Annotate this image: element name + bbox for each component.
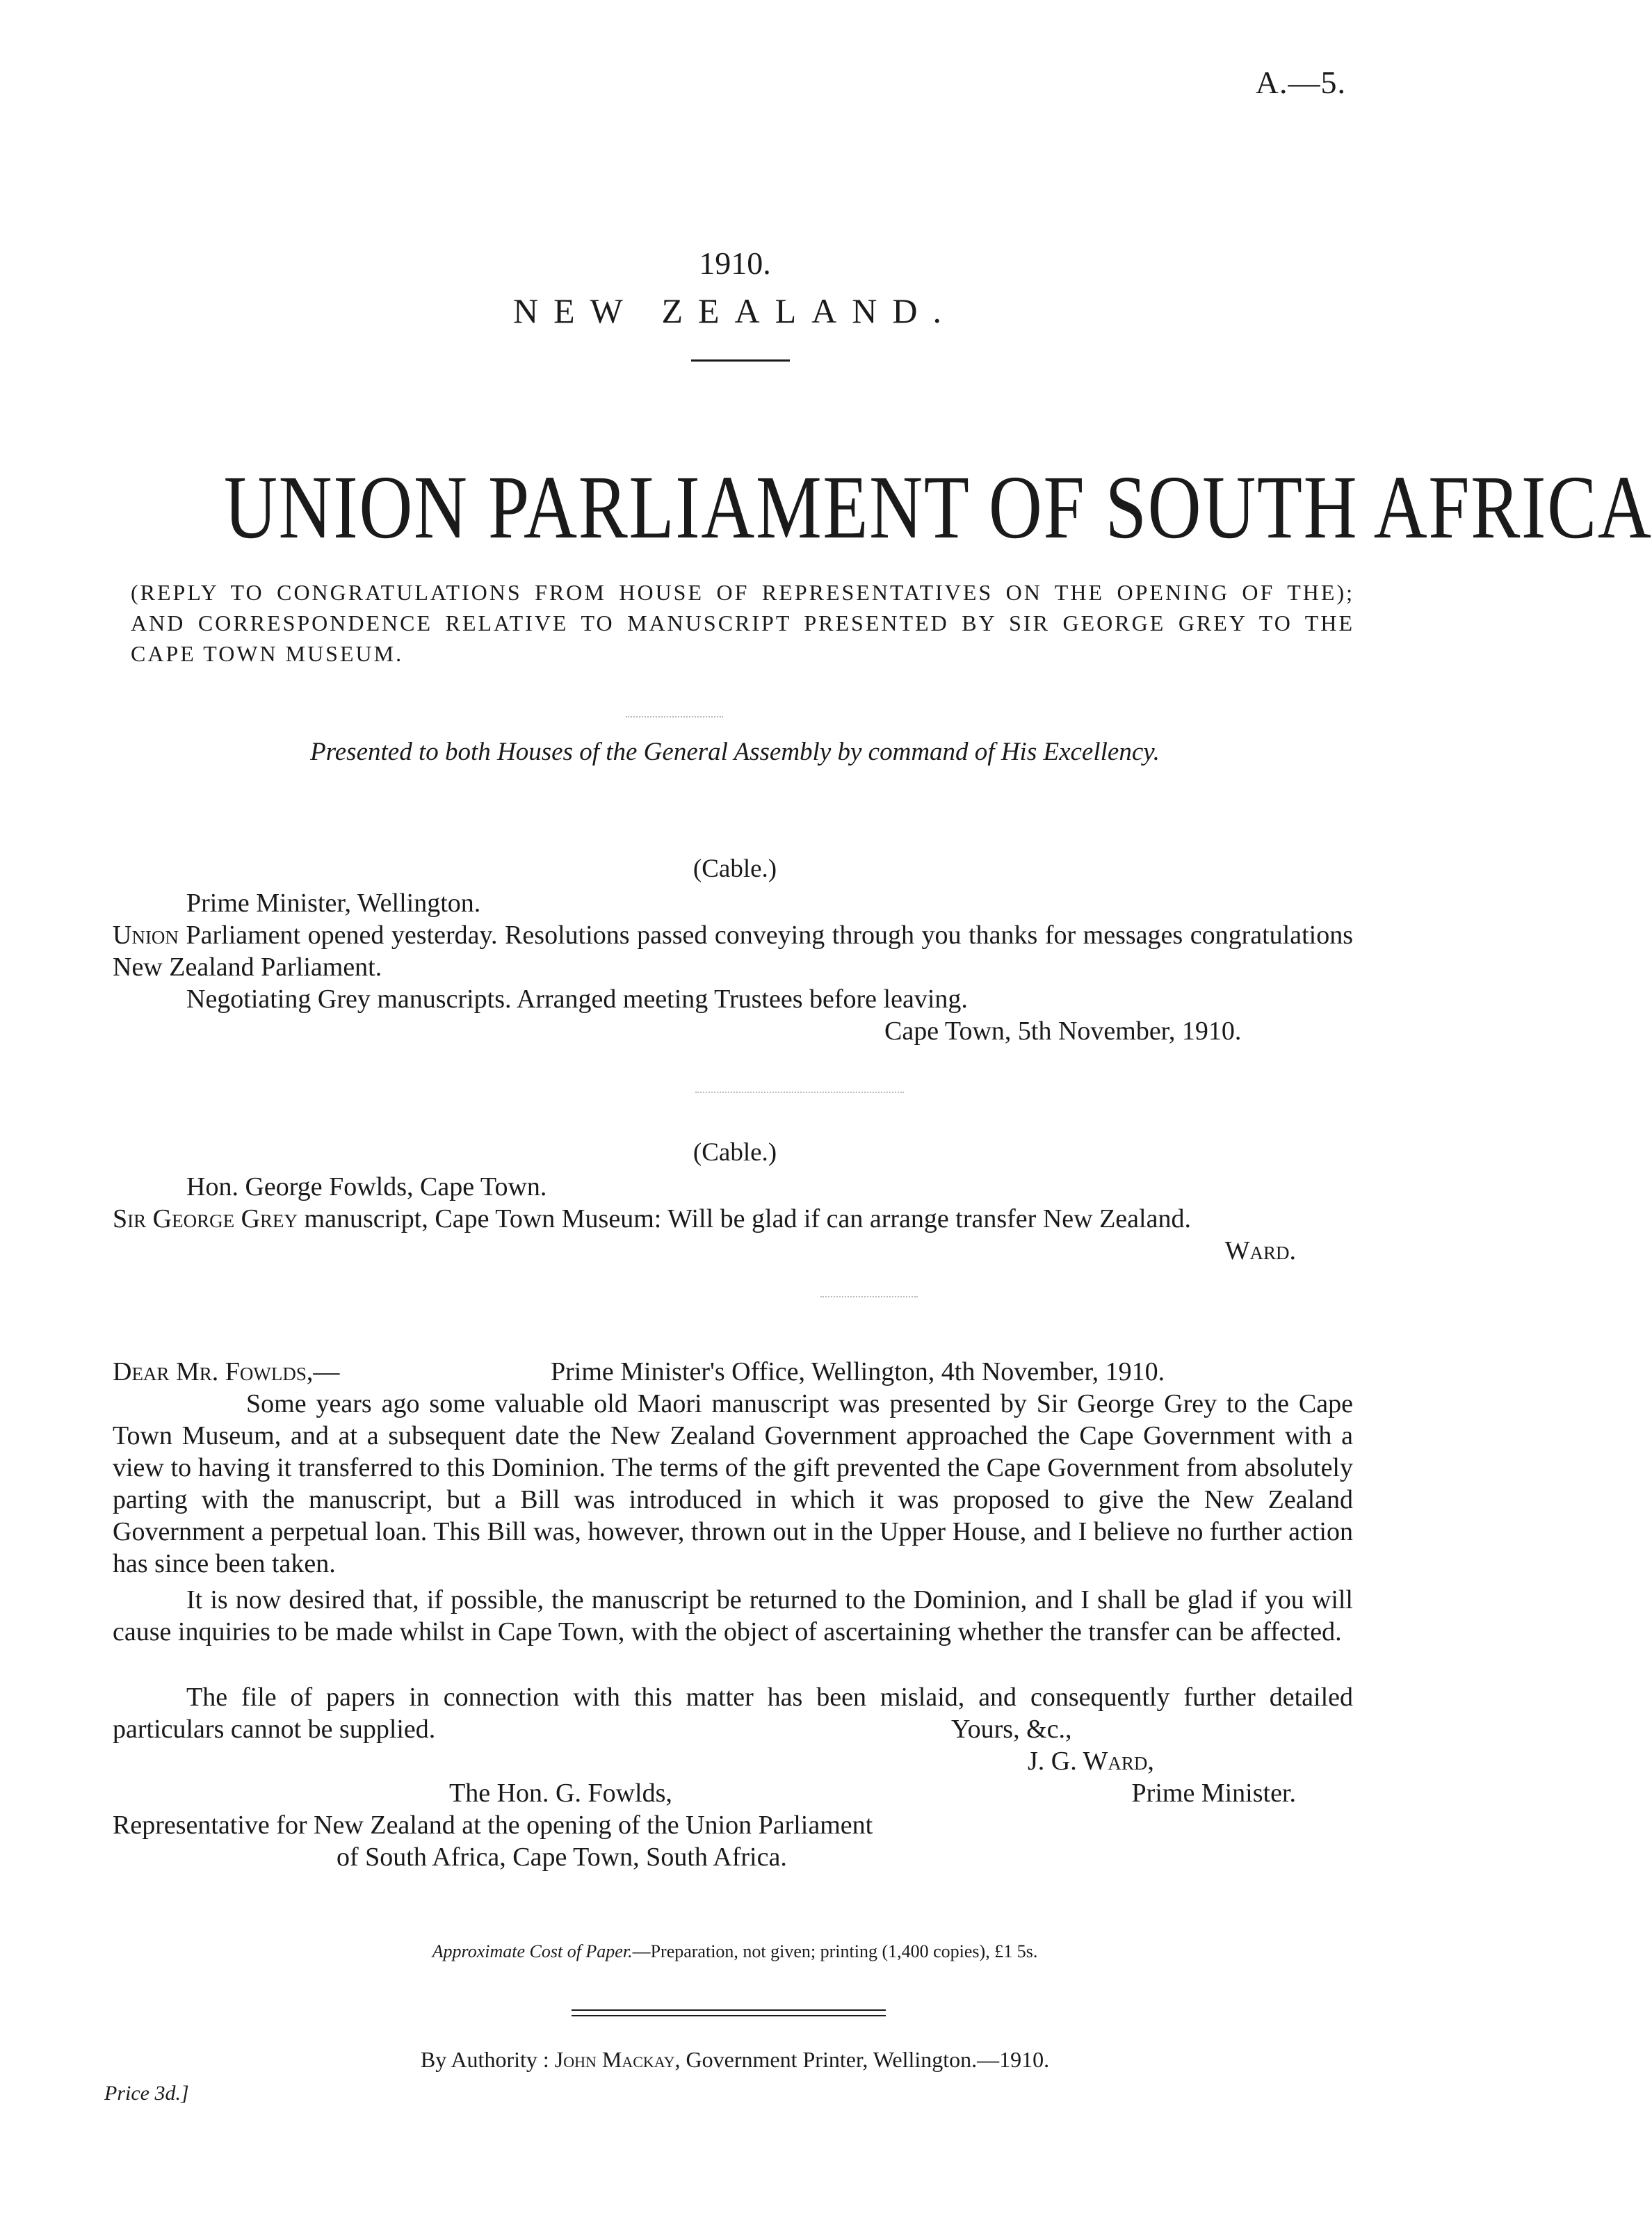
letter-addressee: Representative for New Zealand at the opening of the Union Parliament bbox=[113, 1811, 873, 1840]
cable-lead-word: Sir George Grey bbox=[113, 1204, 298, 1233]
cable-recipient: Hon. George Fowlds, Cape Town. bbox=[186, 1172, 547, 1201]
letter-addressee: of South Africa, Cape Town, South Africa. bbox=[337, 1843, 787, 1872]
country-heading: NEW ZEALAND. bbox=[513, 291, 957, 330]
cable-body bbox=[113, 919, 1353, 983]
presented-note: Presented to both Houses of the General Assembly by command of His Excellency. bbox=[310, 738, 1160, 766]
document-title: UNION PARLIAMENT OF SOUTH AFRICA bbox=[224, 458, 1652, 558]
cable-text: Parliament opened yesterday. Resolutions passed conveying through you thanks for messages congratulations New Zealand Parliament. bbox=[113, 921, 1353, 982]
document-year: 1910. bbox=[699, 245, 771, 281]
authority-label: By Authority : bbox=[420, 2047, 555, 2072]
price-note: Price 3d.] bbox=[104, 2082, 189, 2105]
authority-text: , Government Printer, Wellington.—1910. bbox=[674, 2047, 1050, 2072]
cable-label: (Cable.) bbox=[693, 1138, 777, 1167]
cost-note bbox=[0, 1941, 1470, 1962]
cable-signoff: Cape Town, 5th November, 1910. bbox=[884, 1017, 1242, 1046]
letter-signature-title: Prime Minister. bbox=[1131, 1779, 1296, 1808]
letter-signature: J. G. Ward, bbox=[1028, 1747, 1154, 1776]
header-rule bbox=[691, 359, 790, 362]
cost-text: —Preparation, not given; printing (1,400 copies), £1 5s. bbox=[632, 1941, 1038, 1961]
cable-text: manuscript, Cape Town Museum: Will be glad if can arrange transfer New Zealand. bbox=[298, 1204, 1191, 1233]
printer-imprint bbox=[0, 2047, 1470, 2073]
cable-lead-word: Union bbox=[113, 921, 179, 950]
letter-addressee: The Hon. G. Fowlds, bbox=[449, 1779, 672, 1808]
document-reference: A.—5. bbox=[1255, 65, 1346, 100]
letter-paragraph: It is now desired that, if possible, the manuscript be returned to the Dominion, and I shall be glad if you will cause inquiries to be made whilst in Cape Town, with the object of ascertaining whether the transfer can be affected. bbox=[113, 1585, 1353, 1646]
letter-paragraph: Some years ago some valuable old Maori manuscript was presented by Sir George Grey to the Cape Town Museum, and at a subsequent date the New Zealand Government approached the Cape Government with a view to having it transferred to this Dominion. The terms of the gift prevented the Cape Government from absolutely parting with the manuscript, but a Bill was introduced in which it was proposed to give the New Zealand Government a perpetual loan. This Bill was, however, thrown out in the Upper House, and I believe no further action has since been taken. bbox=[113, 1389, 1353, 1578]
cable-body bbox=[113, 1203, 1353, 1235]
divider-dots bbox=[695, 1092, 904, 1093]
document-subtitle: (REPLY TO CONGRATULATIONS FROM HOUSE OF REPRESENTATIVES ON THE OPENING OF THE); AND CORRESPONDENCE RELATIVE TO MANUSCRIPT PRESENTED BY SIR GEORGE GREY TO THE CAPE TOWN MUSEUM. bbox=[131, 580, 1354, 666]
divider-dots bbox=[626, 716, 723, 718]
footer-rule bbox=[572, 2009, 886, 2011]
cost-label: Approximate Cost of Paper. bbox=[432, 1941, 633, 1961]
cable-second-line: Negotiating Grey manuscripts. Arranged meeting Trustees before leaving. bbox=[186, 985, 968, 1014]
cable-sender: Ward. bbox=[1224, 1236, 1296, 1265]
footer-rule bbox=[572, 2015, 886, 2016]
letter-paragraph: The file of papers in connection with this matter has been mislaid, and consequently further detailed particulars cannot be supplied. bbox=[113, 1683, 1353, 1744]
printer-name: John Mackay bbox=[554, 2047, 675, 2072]
cable-recipient: Prime Minister, Wellington. bbox=[186, 889, 481, 918]
cable-label: (Cable.) bbox=[693, 855, 777, 883]
divider-dots bbox=[820, 1296, 918, 1297]
letter-closing: Yours, &c., bbox=[951, 1715, 1072, 1744]
letter-dateline: Prime Minister's Office, Wellington, 4th November, 1910. bbox=[551, 1357, 1165, 1386]
letter-salutation: Dear Mr. Fowlds,— bbox=[113, 1357, 340, 1386]
